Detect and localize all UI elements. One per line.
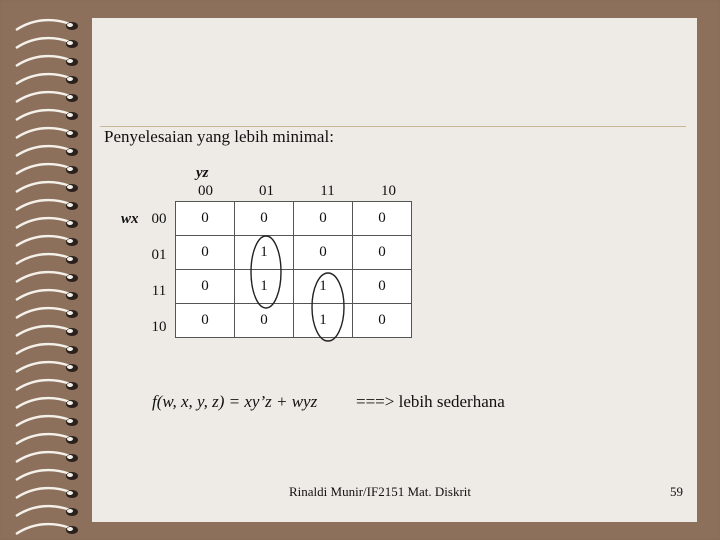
kmap-cell: 0 [176, 202, 235, 236]
kmap-cell: 0 [176, 270, 235, 304]
kmap-group-loop [251, 236, 281, 308]
kmap-col-header: 01 [259, 183, 274, 199]
kmap-row-header: 10 [151, 319, 167, 335]
kmap-cell: 0 [235, 202, 294, 236]
kmap-cell: 0 [294, 202, 353, 236]
kmap-column-variable: yz [196, 165, 209, 181]
kmap-row-header: 00 [151, 211, 167, 227]
kmap-row-header: 01 [151, 247, 167, 263]
kmap-row-variable: wx [121, 211, 139, 227]
kmap-cell: 0 [353, 236, 412, 270]
kmap-row-header: 11 [151, 283, 167, 299]
slide-title: Penyelesaian yang lebih minimal: [104, 127, 334, 146]
kmap-cell: 0 [235, 304, 294, 338]
kmap-cell: 0 [176, 236, 235, 270]
kmap-cell: 1 [235, 236, 294, 270]
simplification-note: ===> lebih sederhana [356, 392, 505, 411]
slide-footer: Rinaldi Munir/IF2151 Mat. Diskrit [289, 484, 471, 499]
kmap-cell: 1 [294, 270, 353, 304]
boolean-formula: f(w, x, y, z) = xy’z + wyz [152, 392, 318, 411]
page-number: 59 [670, 484, 683, 499]
kmap-col-header: 00 [198, 183, 213, 199]
kmap-cell: 1 [235, 270, 294, 304]
kmap-cell: 0 [353, 270, 412, 304]
kmap-cell: 1 [294, 304, 353, 338]
kmap-col-header: 10 [381, 183, 396, 199]
kmap-group-loop [312, 273, 344, 341]
kmap-col-header: 11 [320, 183, 335, 199]
kmap-cell: 0 [353, 202, 412, 236]
kmap-cell: 0 [176, 304, 235, 338]
kmap-cell: 0 [353, 304, 412, 338]
kmap-cell: 0 [294, 236, 353, 270]
